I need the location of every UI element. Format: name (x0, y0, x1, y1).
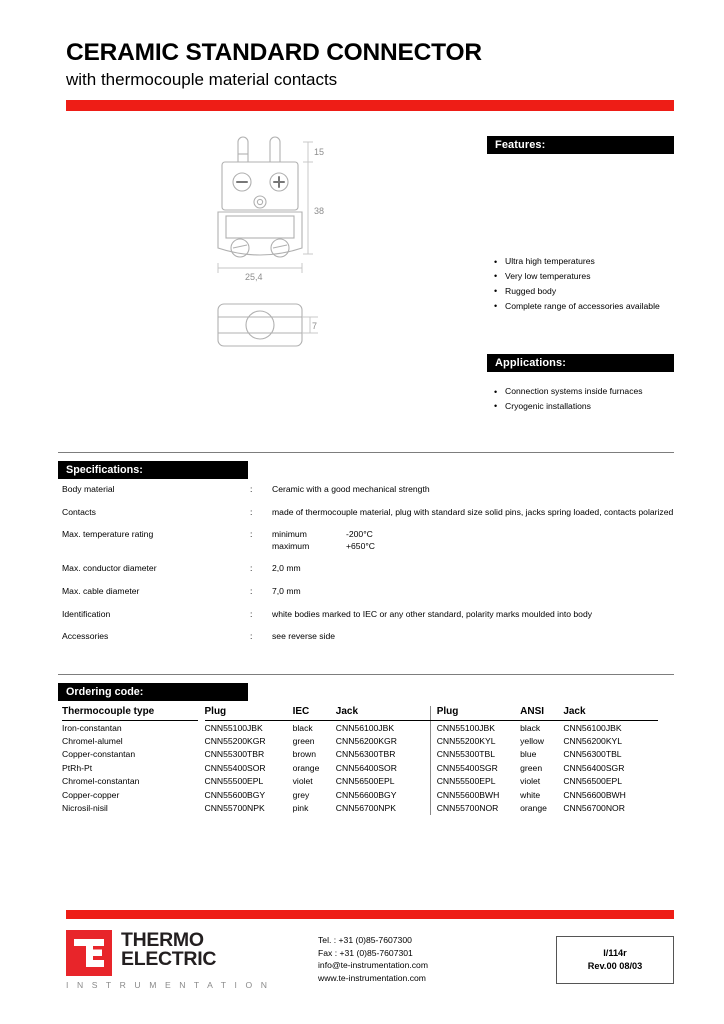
section-divider (58, 674, 674, 675)
spec-value: see reverse side (272, 631, 336, 642)
spec-value: 7,0 mm (272, 585, 301, 596)
spec-colon: : (250, 608, 253, 619)
te-logo-icon (66, 930, 112, 976)
spec-colon: : (250, 563, 253, 574)
spec-value: 2,0 mm (272, 563, 301, 574)
cell-type: Chromel-alumel (62, 735, 123, 746)
cell-iec-plug: CNN55500EPL (204, 776, 264, 787)
column-header-ansi-jack: Jack (563, 706, 658, 721)
table-row (62, 586, 674, 609)
spec-colon: : (250, 631, 253, 642)
spec-label: Max. cable diameter (62, 585, 140, 596)
contact-email[interactable]: info@te-instrumentation.com (318, 960, 428, 971)
document-code: I/114r (603, 947, 627, 958)
cell-iec-plug: CNN55100JBK (204, 722, 263, 733)
spec-label: Accessories (62, 631, 109, 642)
table-row (62, 775, 658, 788)
spec-colon: : (250, 529, 253, 540)
logo-line-thermo: THERMO (121, 929, 204, 951)
cell-iec-color: green (292, 735, 315, 746)
table-row (62, 788, 658, 801)
contact-fax: Fax : +31 (0)85-7607301 (318, 947, 413, 958)
cell-iec-plug: CNN55400SOR (204, 762, 266, 773)
screw-right-slot (273, 245, 287, 248)
column-header-ansi-plug: Plug (430, 706, 520, 721)
cell-ansi-color: green (520, 762, 543, 773)
spec-colon: : (250, 484, 253, 494)
revision-box (556, 936, 674, 984)
revision-date: Rev.00 08/03 (587, 961, 643, 971)
column-header-iec-plug: Plug (205, 706, 293, 721)
table-row (62, 507, 674, 530)
cell-ansi-jack: CNN56400SGR (563, 762, 625, 773)
spec-subrow (272, 529, 674, 541)
pin-positive (270, 137, 280, 162)
cell-iec-color: black (292, 722, 313, 733)
table-row (62, 529, 674, 563)
accent-bar-top (66, 100, 674, 111)
page-subtitle: with thermocouple material contacts (66, 70, 338, 90)
list-item: • Very low temperatures (505, 270, 682, 284)
spec-value (272, 529, 674, 563)
accent-bar-bottom (66, 910, 674, 919)
spec-label: Body material (62, 484, 115, 494)
specifications-heading: Specifications: (58, 461, 248, 479)
cell-ansi-color: black (520, 722, 541, 733)
dim-label-body-height: 38 (314, 206, 325, 216)
cell-iec-plug: CNN55200KGR (204, 735, 266, 746)
table-row (62, 748, 658, 761)
cell-ansi-plug: CNN55700NOR (430, 801, 520, 814)
cell-ansi-plug: CNN55100JBK (430, 721, 520, 735)
column-header-iec-jack: Jack (336, 706, 430, 721)
cell-ansi-jack: CNN56700NOR (563, 802, 625, 813)
table-row (62, 609, 674, 632)
cell-type: PtRh-Pt (62, 762, 93, 773)
table-header-row (62, 706, 658, 721)
cell-iec-jack: CNN56400SOR (335, 762, 397, 773)
cell-ansi-plug: CNN55200KYL (430, 734, 520, 747)
section-divider (58, 452, 674, 453)
cell-ansi-jack: CNN56200KYL (563, 735, 623, 746)
cell-ansi-jack: CNN56500EPL (563, 776, 623, 787)
table-row (62, 734, 658, 747)
logo-line-instrumentation: I N S T R U M E N T A T I O N (66, 980, 271, 990)
ordering-section-header (58, 674, 674, 701)
screw-left-slot (233, 245, 247, 248)
spec-subrow (272, 541, 674, 553)
cell-iec-plug: CNN55600BGY (204, 789, 266, 800)
cell-ansi-plug: CNN55300TBL (430, 748, 520, 761)
ordering-table-body (62, 721, 658, 815)
list-item: • Complete range of accessories available (505, 300, 682, 314)
cell-iec-plug: CNN55700NPK (204, 802, 265, 813)
specifications-table (62, 484, 674, 654)
cell-ansi-color: orange (520, 802, 547, 813)
cell-type: Iron-constantan (62, 722, 122, 733)
table-row (62, 721, 658, 735)
cell-iec-jack: CNN56500EPL (335, 776, 395, 787)
ordering-table (62, 706, 658, 815)
cell-ansi-plug: CNN55500EPL (430, 775, 520, 788)
table-row (62, 761, 658, 774)
cell-ansi-color: blue (520, 749, 537, 760)
cell-type: Copper-constantan (62, 749, 136, 760)
cell-ansi-jack: CNN56300TBL (563, 749, 622, 760)
cell-ansi-color: violet (520, 776, 541, 787)
dim-label-pin-length: 15 (314, 147, 325, 157)
cell-iec-jack: CNN56600BGY (335, 789, 397, 800)
cell-iec-color: brown (292, 749, 317, 760)
cell-iec-jack: CNN56100JBK (335, 722, 395, 733)
cell-iec-color: grey (292, 789, 310, 800)
table-row (62, 563, 674, 586)
cell-ansi-color: white (520, 789, 541, 800)
list-item: • Cryogenic installations (505, 400, 692, 414)
applications-list (492, 385, 692, 415)
spec-label: Identification (62, 608, 111, 619)
center-screw (254, 196, 266, 208)
dim-label-side-height: 7 (312, 321, 318, 331)
ordering-table-wrap (62, 706, 674, 815)
cell-iec-color: violet (292, 776, 313, 787)
company-logo (66, 930, 296, 990)
cell-ansi-jack: CNN56600BWH (563, 789, 626, 800)
column-header-iec-standard: IEC (293, 706, 336, 721)
te-monogram-icon (72, 936, 106, 970)
specifications-section-header (58, 452, 674, 479)
spec-label: Contacts (62, 506, 96, 517)
cell-type: Chromel-constantan (62, 776, 140, 787)
page-title: CERAMIC STANDARD CONNECTOR (66, 39, 482, 66)
cell-ansi-plug: CNN55400SGR (430, 761, 520, 774)
pin-negative (238, 137, 248, 162)
label-window (226, 216, 294, 238)
spec-label: Max. temperature rating (62, 529, 154, 540)
dim-label-body-width: 25,4 (245, 272, 263, 282)
cell-type: Copper-copper (62, 789, 120, 800)
table-row (62, 484, 674, 507)
cell-iec-plug: CNN55300TBR (204, 749, 265, 760)
logo-line-electric: ELECTRIC (121, 948, 217, 971)
cell-iec-jack: CNN56200KGR (335, 735, 397, 746)
cell-ansi-jack: CNN56100JBK (563, 722, 622, 733)
table-row (62, 801, 658, 814)
contact-tel: Tel. : +31 (0)85-7607300 (318, 935, 412, 945)
spec-sub-key: minimum (272, 529, 307, 540)
column-header-type: Thermocouple type (62, 706, 198, 721)
title-block (66, 40, 666, 91)
spec-value: white bodies marked to IEC or any other standard, polarity marks moulded into body (272, 608, 593, 619)
spec-label: Max. conductor diameter (62, 563, 157, 574)
spec-sub-key: maximum (272, 540, 310, 551)
spec-colon: : (250, 585, 253, 596)
spec-colon: : (250, 506, 253, 517)
contact-details (318, 934, 428, 985)
spec-sub-value: -200°C (346, 529, 373, 540)
cell-iec-jack: CNN56300TBR (335, 749, 396, 760)
features-heading: Features: (487, 136, 674, 154)
cell-iec-color: pink (292, 802, 309, 813)
spec-sub-value: +650°C (346, 540, 375, 551)
connector-drawing (200, 128, 380, 378)
cell-ansi-plug: CNN55600BWH (430, 788, 520, 801)
cell-iec-color: orange (292, 762, 320, 773)
ordering-heading: Ordering code: (58, 683, 248, 701)
cell-iec-jack: CNN56700NPK (335, 802, 396, 813)
cell-type: Nicrosil-nisil (62, 802, 108, 813)
list-item: • Rugged body (505, 285, 682, 299)
side-view-body (218, 304, 302, 346)
spec-value: made of thermocouple material, plug with standard size solid pins, jacks spring loaded, contacts polarized (272, 506, 674, 517)
features-list (492, 255, 682, 315)
spec-value: Ceramic with a good mechanical strength (272, 484, 430, 494)
side-view-bore (246, 311, 274, 339)
applications-heading: Applications: (487, 354, 674, 372)
column-header-ansi-standard: ANSI (520, 706, 563, 721)
list-item: • Connection systems inside furnaces (505, 385, 692, 399)
connector-drawing-svg (200, 128, 380, 378)
contact-website[interactable]: www.te-instrumentation.com (318, 972, 426, 983)
cell-ansi-color: yellow (520, 735, 545, 746)
table-row (62, 631, 674, 654)
list-item: • Ultra high temperatures (505, 255, 682, 269)
